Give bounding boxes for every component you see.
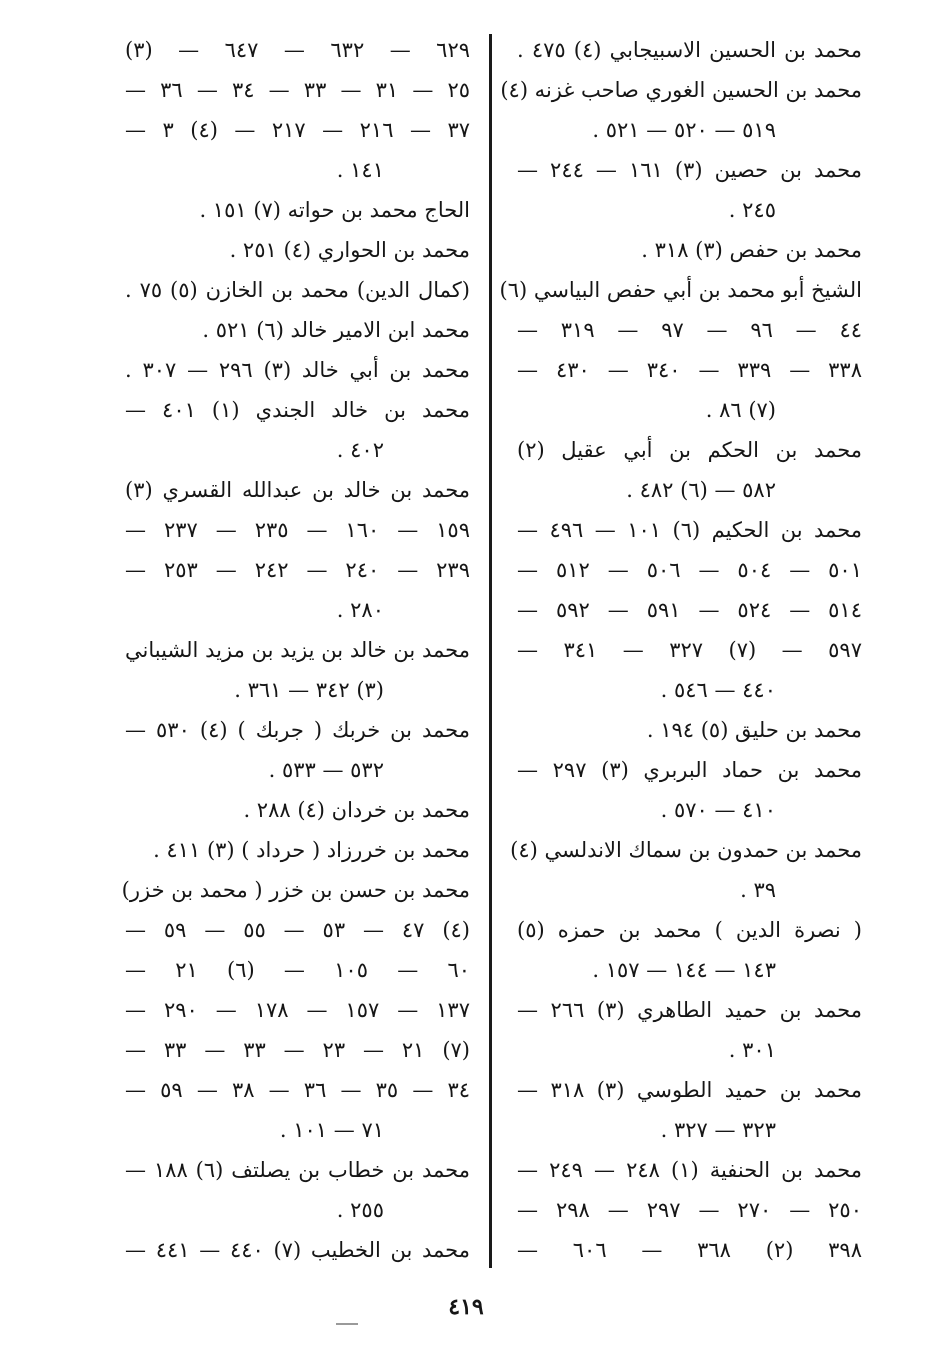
index-line: محمد بن حمدون بن سماك الاندلسي (٤) (510, 838, 862, 862)
index-line: محمد بن حميد الطاهري (٣) ٢٦٦ — (517, 998, 862, 1022)
index-line: ٦٢٩ — ٦٣٢ — ٦٤٧ — (٣) (125, 38, 471, 62)
index-line: ٢٥ — ٣١ — ٣٣ — ٣٤ — ٣٦ — (125, 78, 471, 102)
index-line: محمد بن خررزاد ( حرداد ) (٣) ٤١١ . (153, 838, 470, 862)
index-line: ٤٤ — ٩٦ — ٩٧ — ٣١٩ — (517, 318, 862, 342)
index-line: ٥٩٧ — (٧) ٣٢٧ — ٣٤١ — (517, 638, 862, 662)
index-line: الحاج محمد بن حواته (٧) ١٥١ . (199, 198, 470, 222)
index-line: ٧١ — ١٠١ . (279, 1118, 384, 1142)
index-line: (٧) ٨٦ . (705, 398, 776, 422)
index-line: ١٣٧ — ١٥٧ — ١٧٨ — ٢٩٠ — (125, 998, 470, 1022)
index-line: ٢٤٥ . (728, 198, 776, 222)
index-line: ١٤١ . (336, 158, 384, 182)
index-line: ( نصرة الدين ) محمد بن حمزه (٥) (517, 918, 862, 942)
index-line: محمد بن خردان (٤) ٢٨٨ . (243, 798, 470, 822)
index-line: محمد بن أبي خالد (٣) ٢٩٦ — ٣٠٧ . (125, 358, 470, 382)
index-line: ٢٥٥ . (336, 1198, 384, 1222)
index-line: ٤٤٠ — ٥٤٦ . (660, 678, 776, 702)
index-line: ٢٥٠ — ٢٧٠ — ٢٩٧ — ٢٩٨ — (517, 1198, 862, 1222)
index-line: ٣٩ . (740, 878, 776, 902)
index-line: ٣٤ — ٣٥ — ٣٦ — ٣٨ — ٥٩ — (125, 1078, 471, 1102)
index-line: محمد بن خالد بن يزيد بن مزيد الشيباني (125, 638, 470, 662)
index-line: ٢٣٩ — ٢٤٠ — ٢٤٢ — ٢٥٣ — (125, 558, 470, 582)
index-line: ٣٠١ . (728, 1038, 776, 1062)
index-line: ٣٢٣ — ٣٢٧ . (660, 1118, 776, 1142)
left-index-column (121, 30, 471, 1270)
index-line: محمد بن الحكيم (٦) ١٠١ — ٤٩٦ — (517, 518, 862, 542)
index-line: محمد بن حفص (٣) ٣١٨ . (641, 238, 862, 262)
index-line: ٥٣٢ — ٥٣٣ . (268, 758, 384, 782)
index-line: ٥٨٢ — (٦) ٤٨٢ . (626, 478, 776, 502)
right-index-column (499, 30, 862, 1270)
index-line: ١٤٣ — ١٤٤ — ١٥٧ . (592, 958, 776, 982)
index-line: الشيخ أبو محمد بن أبي حفص البياسي (٦) (499, 278, 862, 302)
index-line: محمد بن الحسين الغوري صاحب غزنه (٤) (500, 78, 862, 102)
index-line: محمد بن حسن بن خزر ( محمد بن خزر) (121, 878, 470, 902)
index-line: محمد بن الخطيب (٧) ٤٤٠ — ٤٤١ — (125, 1238, 470, 1262)
index-line: محمد بن حصين (٣) ١٦١ — ٢٤٤ — (517, 158, 862, 182)
index-line: محمد ابن الامير خالد (٦) ٥٢١ . (202, 318, 470, 342)
index-line: محمد بن خطاب بن يصلتف (٦) ١٨٨ — (125, 1158, 470, 1182)
index-line: محمد بن الحسين الاسبيجابي (٤) ٤٧٥ . (517, 38, 862, 62)
page-number: ٤١٩ (448, 1294, 484, 1320)
index-line: ٣٧ — ٢١٦ — ٢١٧ — (٤) ٣ — (125, 118, 471, 142)
index-line: محمد بن الحواري (٤) ٢٥١ . (229, 238, 470, 262)
index-line: محمد بن خالد بن عبدالله القسري (٣) (125, 478, 470, 502)
index-line: محمد بن حميد الطوسي (٣) ٣١٨ — (517, 1078, 862, 1102)
index-line: ٣٩٨ (٢) ٣٦٨ — ٦٠٦ — (517, 1238, 862, 1262)
index-line: محمد بن الحنفية (١) ٢٤٨ — ٢٤٩ — (517, 1158, 862, 1182)
index-line: (٣) ٣٤٢ — ٣٦١ . (234, 678, 384, 702)
index-line: ٦٠ — ١٠٥ — (٦) ٢١ — (125, 958, 470, 982)
column-divider (489, 34, 492, 1268)
index-line: ١٥٩ — ١٦٠ — ٢٣٥ — ٢٣٧ — (125, 518, 470, 542)
index-line: محمد بن خالد الجندي (١) ٤٠١ — (125, 398, 470, 422)
index-line: (٤) ٤٧ — ٥٣ — ٥٥ — ٥٩ — (125, 918, 470, 942)
index-line: ٥١٩ — ٥٢٠ — ٥٢١ . (592, 118, 776, 142)
index-line: ٤٠٢ . (336, 438, 384, 462)
index-line: ٤١٠ — ٥٧٠ . (660, 798, 776, 822)
index-line: محمد بن الحكم بن أبي عقيل (٢) (517, 438, 862, 462)
index-line: محمد بن حليق (٥) ١٩٤ . (646, 718, 862, 742)
index-line: محمد بن خربك ( جربك ) (٤) ٥٣٠ — (125, 718, 470, 742)
index-line: ٢٨٠ . (336, 598, 384, 622)
footer-rule (336, 1323, 358, 1325)
index-line: (كمال الدين) محمد بن الخازن (٥) ٧٥ . (125, 278, 470, 302)
index-line: ٥١٤ — ٥٢٤ — ٥٩١ — ٥٩٢ — (517, 598, 862, 622)
index-line: ٣٣٨ — ٣٣٩ — ٣٤٠ — ٤٣٠ — (517, 358, 862, 382)
index-line: (٧) ٢١ — ٢٣ — ٣٣ — ٣٣ — (125, 1038, 470, 1062)
index-line: محمد بن حماد البربري (٣) ٢٩٧ — (517, 758, 862, 782)
index-line: ٥٠١ — ٥٠٤ — ٥٠٦ — ٥١٢ — (517, 558, 862, 582)
